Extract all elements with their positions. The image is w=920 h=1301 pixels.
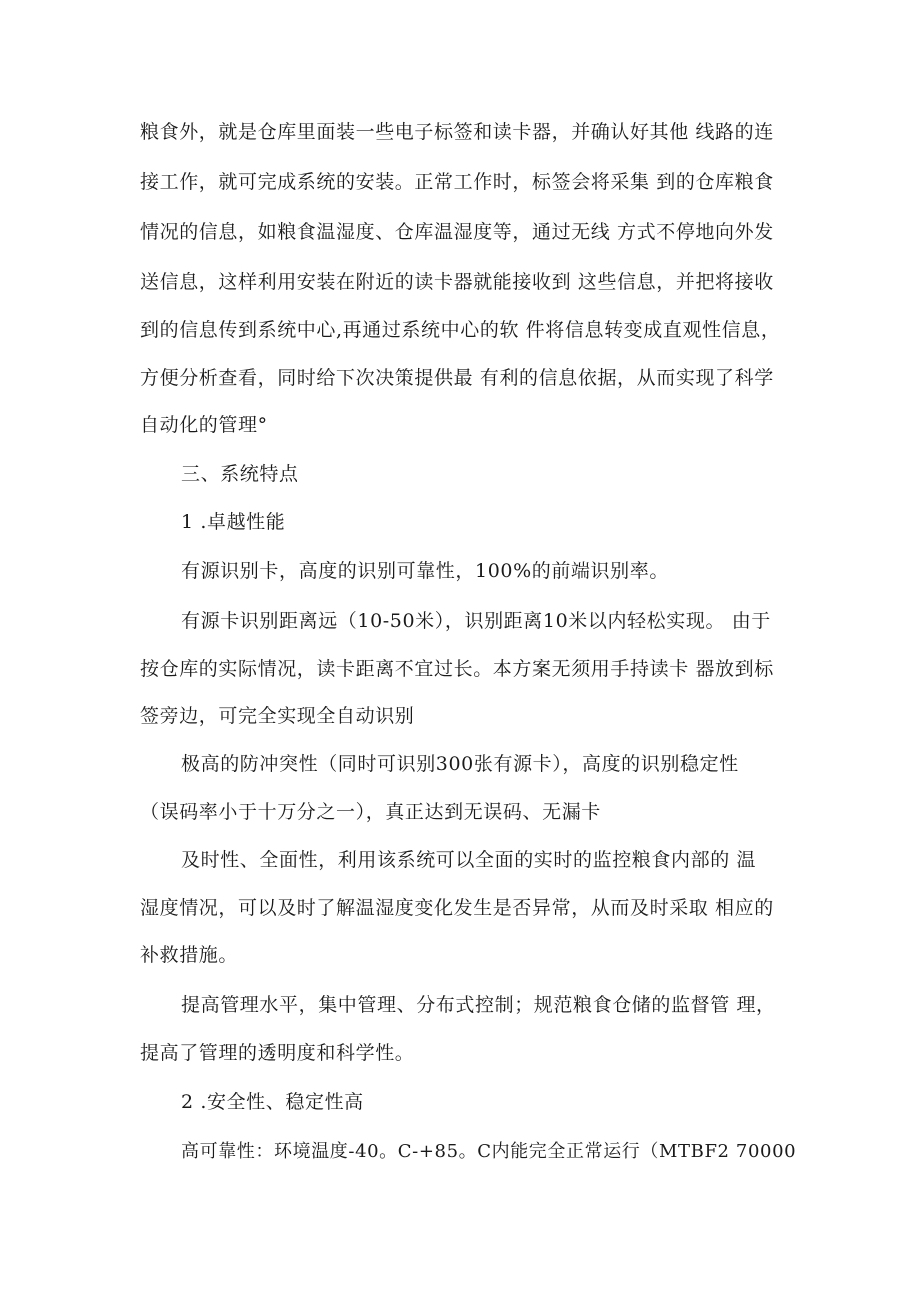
paragraph-line: 自动化的管理° <box>140 414 268 436</box>
paragraph-line: 签旁边，可完全实现全自动识别 <box>140 705 415 727</box>
paragraph-line: 提高了管理的透明度和科学性。 <box>140 1042 415 1064</box>
paragraph-line: 有源卡识别距离远（10-50米），识别距离10米以内轻松实现。 由于 <box>181 610 771 632</box>
subsection-heading: 2 .安全性、稳定性高 <box>181 1091 364 1113</box>
paragraph-line: 方便分析查看，同时给下次决策提供最 有利的信息依据，从而实现了科学 <box>140 367 774 389</box>
section-heading: 三、系统特点 <box>181 463 299 485</box>
paragraph-line: 按仓库的实际情况，读卡距离不宜过长。本方案无须用手持读卡 器放到标 <box>140 658 774 680</box>
paragraph-line: （误码率小于十万分之一），真正达到无误码、无漏卡 <box>140 801 601 823</box>
paragraph-line: 提高管理水平，集中管理、分布式控制；规范粮食仓储的监督管 理， <box>181 994 776 1016</box>
paragraph-line: 粮食外，就是仓库里面装一些电子标签和读卡器，并确认好其他 线路的连 <box>140 121 774 143</box>
paragraph-line: 及时性、全面性，利用该系统可以全面的实时的监控粮食内部的 温 <box>181 849 757 871</box>
paragraph-line: 情况的信息，如粮食温湿度、仓库温湿度等，通过无线 方式不停地向外发 <box>140 221 774 243</box>
paragraph-line: 湿度情况，可以及时了解温湿度变化发生是否异常，从而及时采取 相应的 <box>140 897 774 919</box>
subsection-heading: 1 .卓越性能 <box>181 511 286 533</box>
paragraph-line: 极高的防冲突性（同时可识别300张有源卡），高度的识别稳定性 <box>181 753 739 775</box>
paragraph-line: 高可靠性：环境温度-40。C-+85。C内能完全正常运行（MTBF2 70000 <box>181 1141 797 1162</box>
paragraph-line: 送信息，这样利用安装在附近的读卡器就能接收到 这些信息，并把将接收 <box>140 271 774 293</box>
paragraph-line: 到的信息传到系统中心,再通过系统中心的软 件将信息转变成直观性信息， <box>140 319 781 341</box>
paragraph-line: 接工作，就可完成系统的安装。正常工作时，标签会将采集 到的仓库粮食 <box>140 171 774 193</box>
paragraph-line: 补救措施。 <box>140 944 239 966</box>
paragraph-line: 有源识别卡，高度的识别可靠性，100%的前端识别率。 <box>181 560 669 582</box>
